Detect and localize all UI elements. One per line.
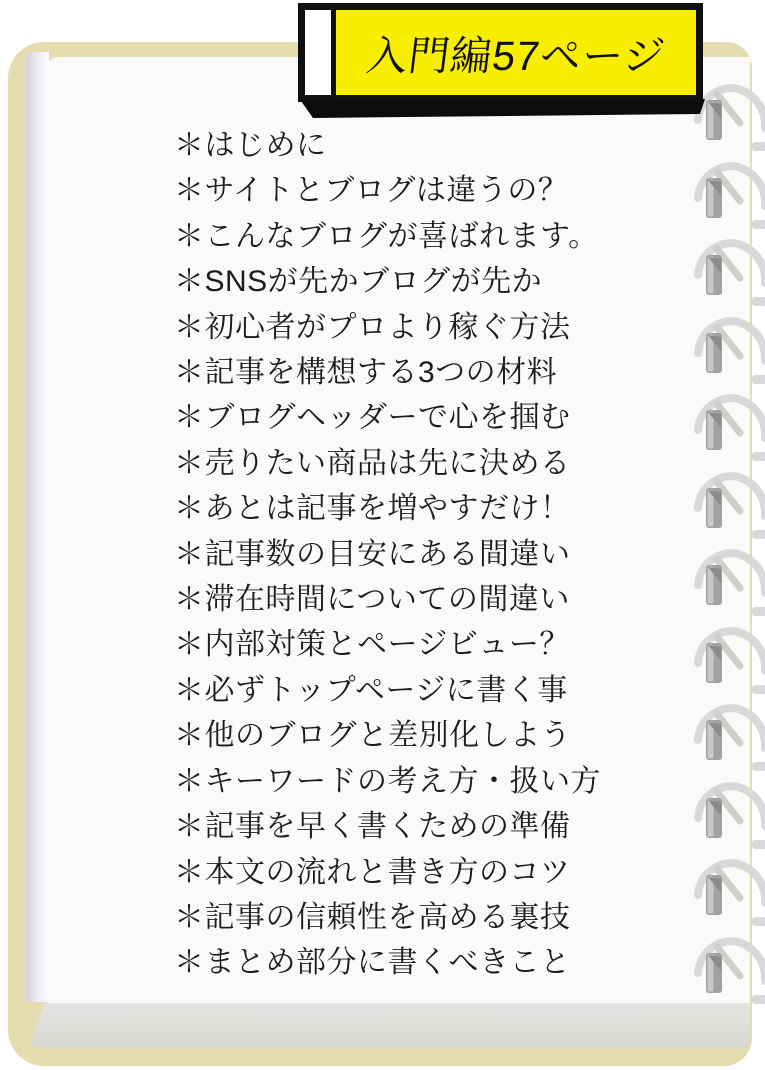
- toc-item: ＊記事を構想する3つの材料: [174, 356, 558, 390]
- toc-item: ＊記事の信頼性を高める裏技: [174, 900, 571, 934]
- toc-item: ＊他のブログと差別化しよう: [174, 719, 572, 753]
- toc-item: ＊初心者がプロより稼ぐ方法: [174, 310, 571, 344]
- toc-item: ＊ブログヘッダーで心を掴む: [174, 401, 571, 435]
- toc-item: ＊はじめに: [174, 129, 327, 162]
- toc-item: ＊サイトとブログは違うの？: [174, 174, 569, 208]
- toc-list: [174, 123, 601, 986]
- notebook-page: [48, 57, 750, 1003]
- toc-item: ＊まとめ部分に書くべきこと: [174, 946, 571, 980]
- toc-item: ＊売りたい商品は先に決める: [174, 446, 571, 480]
- toc-item: ＊内部対策とページビュー？: [174, 628, 570, 662]
- toc-item: ＊本文の流れと書き方のコツ: [174, 855, 571, 889]
- toc-item: ＊SNSが先かブログが先か: [174, 265, 543, 299]
- toc-item: ＊こんなブログが喜ばれます。: [174, 219, 599, 253]
- toc-item: ＊あとは記事を増やすだけ！: [174, 492, 571, 526]
- page-stack-left-edge: [26, 52, 49, 1002]
- label-frame: [298, 3, 703, 102]
- label-white-strip: [305, 10, 331, 95]
- page-count-label: [293, 0, 717, 125]
- toc-item: ＊キーワードの考え方・扱い方: [174, 764, 601, 798]
- toc-item: ＊必ずトップページに書く事: [174, 673, 568, 707]
- page-stack-bottom-edge: [30, 1003, 750, 1048]
- toc-item: ＊記事を早く書くための準備: [174, 810, 571, 844]
- toc-item: ＊滞在時間についての間違い: [174, 583, 570, 617]
- toc-item: ＊記事数の目安にある間違い: [174, 537, 571, 571]
- label-yellow-area: [336, 10, 696, 95]
- label-title: 入門編57ページ: [363, 33, 668, 79]
